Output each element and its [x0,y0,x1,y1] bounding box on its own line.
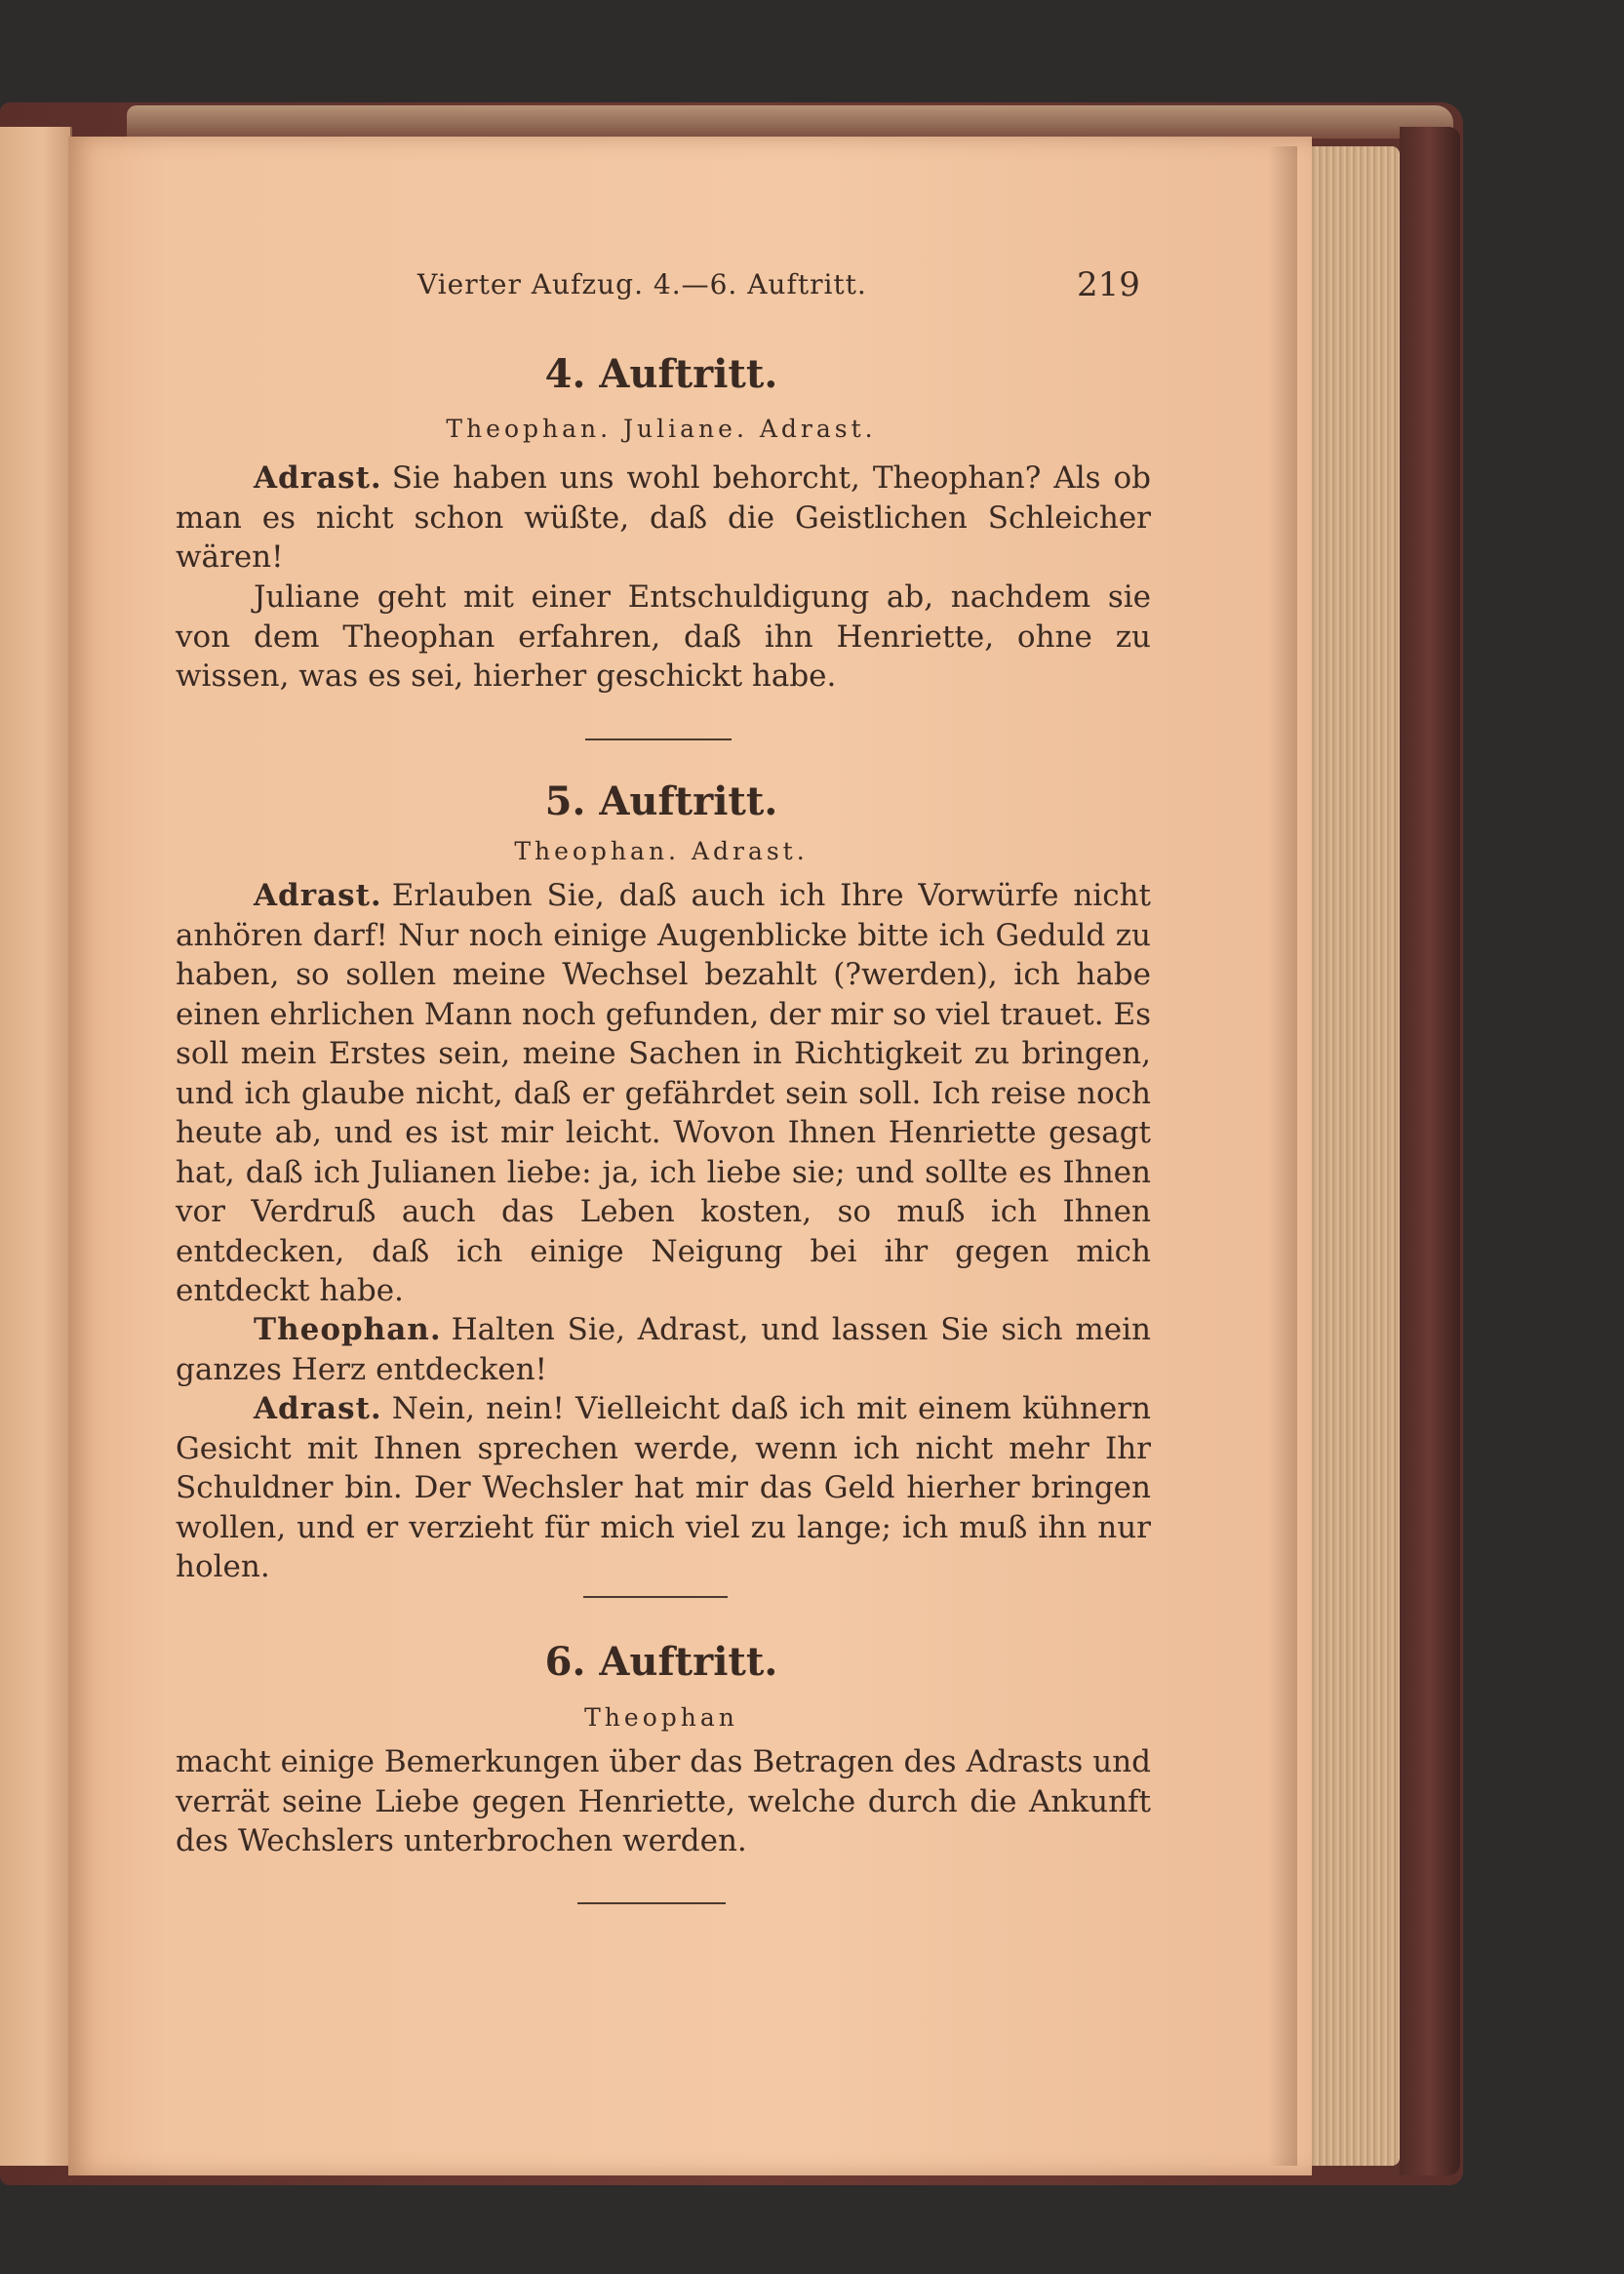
speaker-name: Adrast. [254,460,382,496]
scene-5-paragraph-2 [176,1310,1151,1389]
speaker-name: Adrast. [254,1391,382,1426]
paragraph-text: Sie haben uns wohl behorcht, Theophan? Als ob man es nicht schon wüßte, daß die Geistlichen Schleicher wären! [176,460,1151,575]
paragraph-text: Halten Sie, Adrast, und lassen Sie sich mein ganzes Herz entdecken! [176,1312,1151,1387]
scene-6-cast: Theophan [584,1703,738,1732]
paragraph-text: Nein, nein! Vielleicht daß ich mit einem kühnern Gesicht mit Ihnen sprechen werde, wenn ich nicht mehr Ihr Schuldner bin. Der Wechsler hat mir das Geld hierher bringen wollen, und er verzieht für mich viel zu lange; ich muß ihn nur holen. [176,1391,1151,1584]
scene-4-title: 4. Auftritt. [544,351,778,397]
running-head: Vierter Aufzug. 4.—6. Auftritt. [417,268,867,300]
scene-6-title: 6. Auftritt. [544,1639,778,1685]
book-cover-top-edge [127,105,1453,139]
scene-4-paragraph-2: Juliane geht mit einer Entschuldigung ab, nachdem sie von dem Theophan erfahren, daß ihn Henriette, ohne zu wissen, was es sei, hierher geschickt habe. [176,579,1151,694]
scene-5-paragraph-3 [176,1389,1151,1587]
page-gutter-shadow [1268,146,1297,2166]
book-cover-right-edge [1400,127,1460,2175]
scene-5-cast: Theophan. Adrast. [514,837,809,865]
scene-5-title: 5. Auftritt. [544,778,778,824]
left-page-edge [0,127,72,2166]
scene-4-paragraph-1 [176,459,1151,578]
section-divider [583,1596,728,1598]
scene-5-paragraph-1 [176,876,1151,1311]
scene-4-cast: Theophan. Juliane. Adrast. [446,415,877,443]
section-divider [577,1902,726,1904]
speaker-name: Adrast. [254,878,382,913]
section-divider [585,738,732,740]
scene-6-paragraph-1: macht einige Bemerkungen über das Betragen des Adrasts und verrät seine Liebe gegen Henriette, welche durch die Ankunft des Wechslers unterbrochen werden. [176,1744,1151,1858]
speaker-name: Theophan. [254,1312,442,1347]
page-number: 219 [1077,265,1140,304]
paragraph-text: Erlauben Sie, daß auch ich Ihre Vorwürfe nicht anhören darf! Nur noch einige Augenblicke bitte ich Geduld zu haben, so sollen meine Wechsel bezahlt (?werden), ich habe einen ehrlichen Mann noch gefunden, der mir so viel trauet. Es soll mein Erstes sein, meine Sachen in Richtigkeit zu bringen, und ich glaube nicht, daß er gefährdet sein soll. Ich reise noch heute ab, und es ist mir leicht. Wovon Ihnen Henriette gesagt hat, daß ich Julianen liebe: ja, ich liebe sie; und sollte es Ihnen vor Verdruß auch das Leben kosten, so muß ich Ihnen entdecken, daß ich einige Neigung bei ihr gegen mich entdeckt habe. [176,878,1151,1308]
